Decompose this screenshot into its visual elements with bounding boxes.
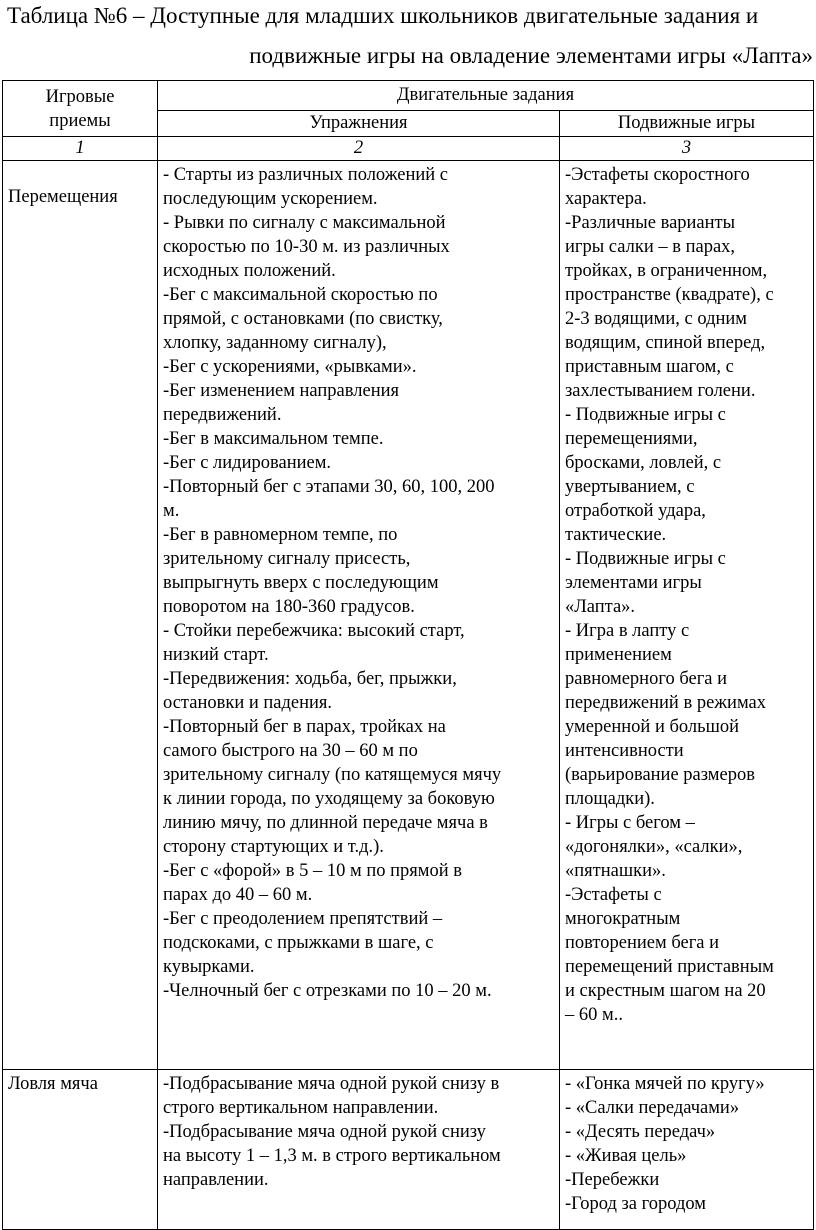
cell-text-line: -Челночный бег с отрезками по 10 – 20 м. [163, 981, 492, 1001]
cell-text-line: площадки). [565, 789, 655, 809]
cell-text-line: увертыванием, с [565, 477, 695, 497]
cell-text-line: остановки и падения. [163, 693, 333, 713]
cell-text-line: -Повторный бег с этапами 30, 60, 100, 200 [163, 477, 495, 497]
cell-text-line: - «Десять передач» [565, 1122, 716, 1142]
cell-text-line: -Перебежки [565, 1170, 660, 1190]
cell-text-line: захлестыванием голени. [565, 381, 756, 401]
cell-text-line: -Бег с «форой» в 5 – 10 м по прямой в [163, 861, 463, 881]
cell-text-line: -Бег с ускорениями, «рывками». [163, 357, 417, 377]
cell-text-line: 2-3 водящими, с одним [565, 309, 748, 329]
cell-text-line: прямой, с остановками (по свистку, [163, 309, 443, 329]
cell-text-line: умеренной и большой [565, 717, 739, 737]
cell-text-line: хлопку, заданному сигналу), [163, 333, 387, 353]
cell-text-line: «Лапта». [565, 597, 636, 617]
exercises-table [2, 80, 814, 1230]
cell-text-line: -Бег с преодолением препятствий – [163, 909, 443, 929]
cell-text-line: на высоту 1 – 1,3 м. в строго вертикальном [163, 1146, 501, 1166]
category-label: Перемещения [8, 187, 118, 207]
cell-text-line: скоростью по 10-30 м. из различных [163, 237, 450, 257]
header-outdoor-games: Подвижные игры [560, 111, 814, 137]
cell-text-line: подскоками, с прыжками в шаге, с [163, 933, 434, 953]
cell-text-line: - «Салки передачами» [565, 1098, 740, 1118]
games-cell [560, 1070, 814, 1230]
cell-text-line: -Различные варианты [565, 213, 736, 233]
cell-text-line: -Эстафеты с [565, 885, 662, 905]
category-cell [3, 161, 158, 1070]
cell-text-line: -Бег с лидированием. [163, 453, 332, 473]
exercises-cell [158, 1070, 560, 1230]
cell-text-line: -Бег в максимальном темпе. [163, 429, 384, 449]
cell-text-line: перемещений приставным [565, 957, 774, 977]
category-label: Ловля мяча [8, 1074, 98, 1094]
column-number-3: 3 [560, 137, 814, 161]
cell-text-line: пространстве (квадрате), с [565, 285, 774, 305]
cell-text-line: повторением бега и [565, 933, 720, 953]
cell-text-line: к линии города, по уходящему за боковую [163, 789, 495, 809]
cell-text-line: -Подбрасывание мяча одной рукой снизу [163, 1122, 486, 1142]
cell-text-line: исходных положений. [163, 261, 336, 281]
cell-text-line: строго вертикальном направлении. [163, 1098, 439, 1118]
cell-text-line: -Бег изменением направления [163, 381, 400, 401]
cell-text-line: - Подвижные игры с [565, 549, 726, 569]
cell-text-line: -Повторный бег в парах, тройках на [163, 717, 446, 737]
games-cell [560, 161, 814, 1070]
cell-text-line: выпрыгнуть вверх с последующим [163, 573, 439, 593]
cell-text-line: водящим, спиной вперед, [565, 333, 766, 353]
caption-line-1: Таблица №6 – Доступные для младших школьников двигательные задания и [7, 3, 759, 28]
cell-text-line: - Рывки по сигналу с максимальной [163, 213, 446, 233]
cell-text-line: линию мячу, по длинной передаче мяча в [163, 813, 488, 833]
cell-text-line: -Подбрасывание мяча одной рукой снизу в [163, 1074, 500, 1094]
cell-text-line: передвижений. [163, 405, 282, 425]
cell-text-line: передвижений в режимах [565, 693, 766, 713]
caption-line-2: подвижные игры на овладение элементами игры «Лапта» [249, 43, 813, 68]
cell-text-line: зрительному сигналу (по катящемуся мячу [163, 765, 502, 785]
cell-text-line: - Подвижные игры с [565, 405, 726, 425]
cell-text-line: направлении. [163, 1170, 269, 1190]
cell-text-line: кувырками. [163, 957, 255, 977]
cell-text-line: отработкой удара, [565, 501, 706, 521]
header-motor-tasks: Двигательные задания [158, 81, 814, 111]
cell-text-line: последующим ускорением. [163, 189, 378, 209]
cell-text-line: игры салки – в парах, [565, 237, 736, 257]
cell-text-line: приставным шагом, с [565, 357, 734, 377]
cell-text-line: -Передвижения: ходьба, бег, прыжки, [163, 669, 457, 689]
cell-text-line: интенсивности [565, 741, 684, 761]
cell-text-line: равномерного бега и [565, 669, 728, 689]
cell-text-line: (варьирование размеров [565, 765, 755, 785]
cell-text-line: - Игры с бегом – [565, 813, 695, 833]
cell-text-line: - Игра в лапту с [565, 621, 690, 641]
cell-text-line: - «Живая цель» [565, 1146, 687, 1166]
exercises-cell [158, 161, 560, 1070]
cell-text-line: -Бег в равномерном темпе, по [163, 525, 398, 545]
cell-text-line: бросками, ловлей, с [565, 453, 722, 473]
header-game-techniques: Игровые приемы [3, 81, 158, 137]
cell-text-line: -Эстафеты скоростного [565, 165, 750, 185]
cell-text-line: многократным [565, 909, 681, 929]
cell-text-line: - Стойки перебежчика: высокий старт, [163, 621, 465, 641]
category-cell [3, 1070, 158, 1230]
cell-text-line: «догонялки», «салки», [565, 837, 743, 857]
cell-text-line: характера. [565, 189, 647, 209]
cell-text-line: – 60 м.. [565, 1005, 623, 1025]
cell-text-line: низкий старт. [163, 645, 269, 665]
cell-text-line: перемещениями, [565, 429, 698, 449]
cell-text-line: и скрестным шагом на 20 [565, 981, 766, 1001]
cell-text-line: парах до 40 – 60 м. [163, 885, 313, 905]
column-number-2: 2 [158, 137, 560, 161]
cell-text-line: м. [163, 501, 180, 521]
cell-text-line: тактические. [565, 525, 667, 545]
cell-text-line: -Город за городом [565, 1194, 706, 1214]
cell-text-line: применением [565, 645, 672, 665]
cell-text-line: зрительному сигналу присесть, [163, 549, 411, 569]
cell-text-line: - «Гонка мячей по кругу» [565, 1074, 765, 1094]
cell-text-line: поворотом на 180-360 градусов. [163, 597, 415, 617]
header-exercises: Упражнения [158, 111, 560, 137]
cell-text-line: - Старты из различных положений с [163, 165, 449, 185]
cell-text-line: тройках, в ограниченном, [565, 261, 768, 281]
cell-text-line: самого быстрого на 30 – 60 м по [163, 741, 418, 761]
cell-text-line: сторону стартующих и т.д.). [163, 837, 384, 857]
cell-text-line: -Бег с максимальной скоростью по [163, 285, 438, 305]
cell-text-line: элементами игры [565, 573, 702, 593]
table-row [3, 1070, 814, 1230]
cell-text-line: «пятнашки». [565, 861, 666, 881]
column-number-1: 1 [3, 137, 158, 161]
table-row [3, 161, 814, 1070]
